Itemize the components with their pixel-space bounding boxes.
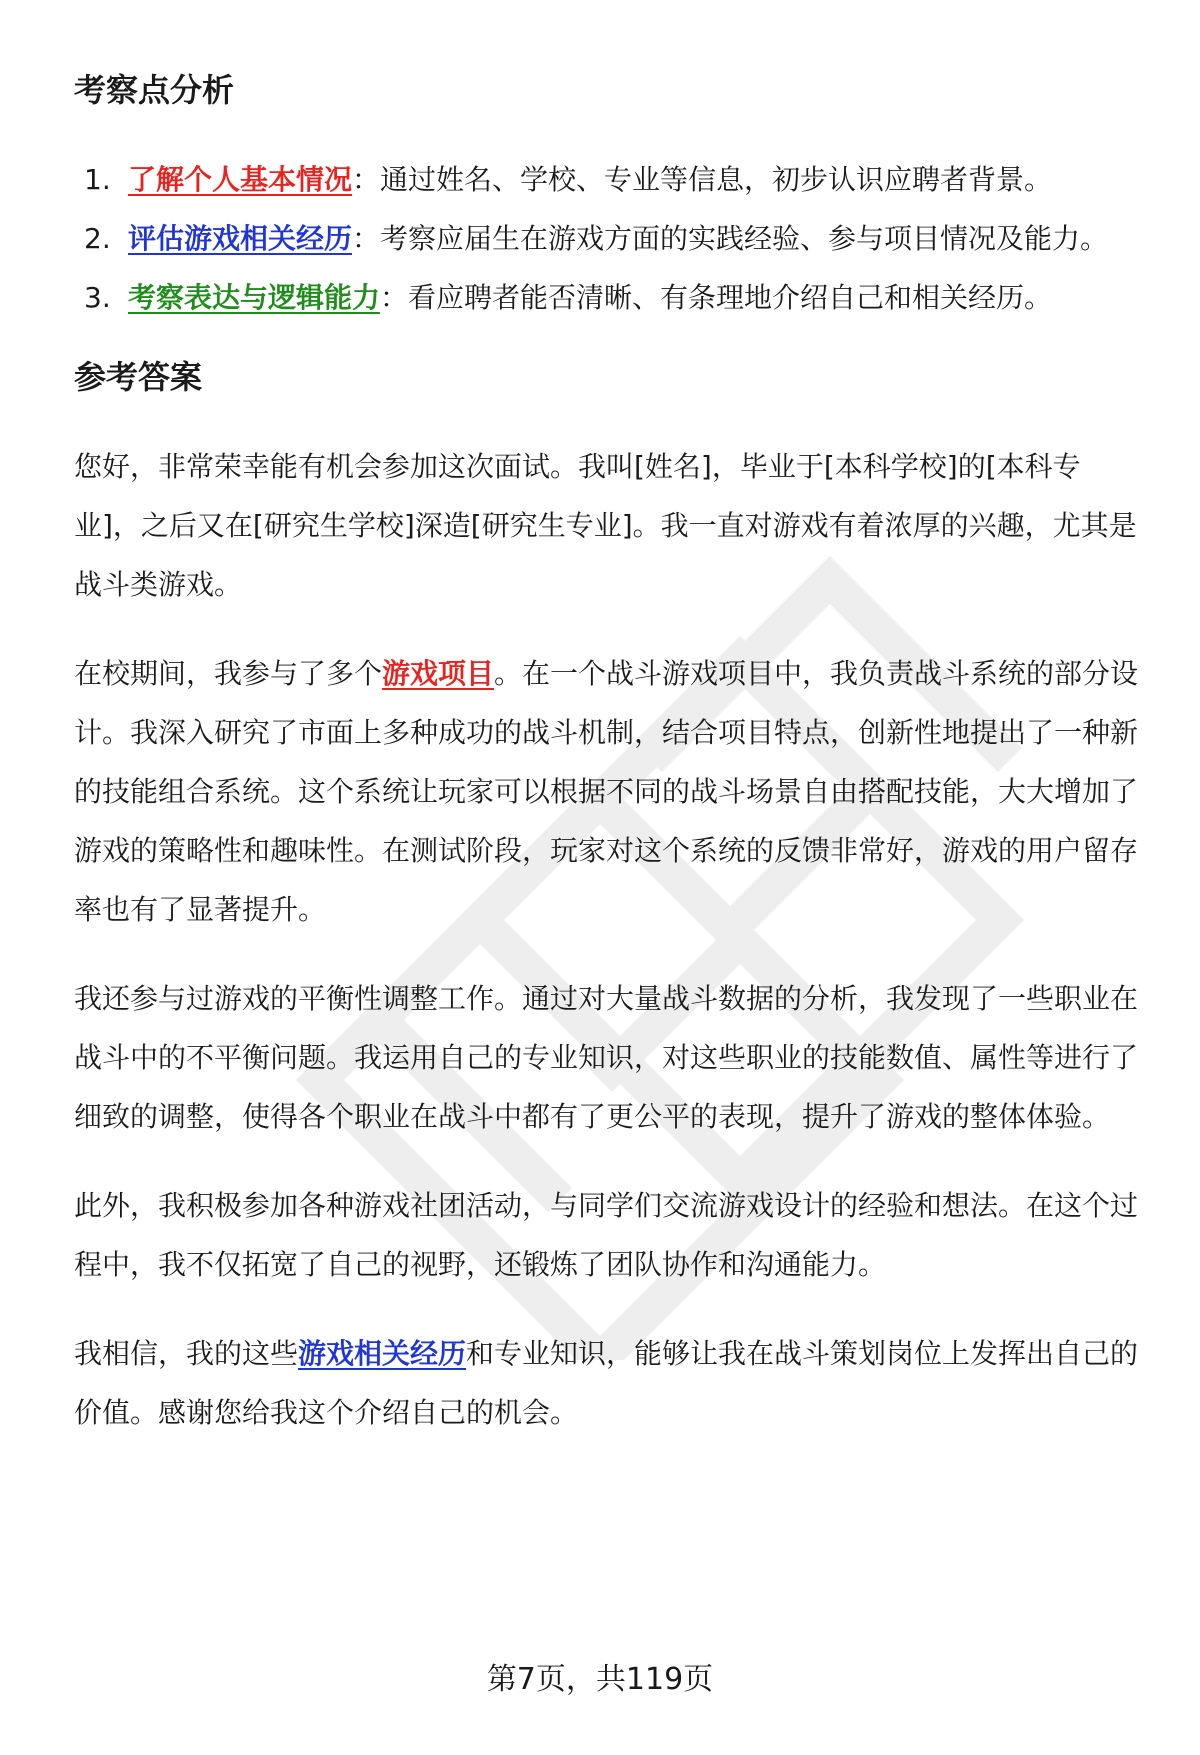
answer-heading: 参考答案 (74, 358, 203, 396)
list-item (74, 150, 1146, 209)
paragraph-text: 。在一个战斗游戏项目中，我负责战斗系统的部分设计。我深入研究了市面上多种成功的战斗机制，结合项目特点，创新性地提出了一种新的技能组合系统。这个系统让玩家可以根据不同的战斗场景自由搭配技能，大大增加了游戏的策略性和趣味性。在测试阶段，玩家对这个系统的反馈非常好，游戏的用户留存率也有了显著提升。 (74, 657, 1139, 926)
list-number: 1. (84, 163, 111, 196)
answer-paragraph-clubs (74, 1176, 1146, 1294)
list-number: 2. (84, 222, 111, 255)
answer-paragraph-balance (74, 969, 1146, 1146)
keyword-link[interactable]: 游戏项目 (382, 657, 495, 690)
paragraph-text: 我相信，我的这些 (74, 1337, 299, 1370)
main-content (74, 60, 1146, 1472)
keyword-link[interactable]: 评估游戏相关经历 (128, 222, 353, 255)
list-item-text: ：通过姓名、学校、专业等信息，初步认识应聘者背景。 (352, 163, 1053, 196)
analysis-heading: 考察点分析 (74, 71, 235, 109)
keyword-link[interactable]: 考察表达与逻辑能力 (128, 281, 381, 314)
paragraph-text: 您好，非常荣幸能有机会参加这次面试。我叫[姓名]，毕业于[本科学校]的[本科专业]，之后又在[研究生学校]深造[研究生专业]。我一直对游戏有着浓厚的兴趣，尤其是战斗类游戏。 (74, 450, 1137, 601)
page-number: 第7页，共119页 (486, 1662, 714, 1697)
paragraph-text: 在校期间，我参与了多个 (74, 657, 383, 690)
paragraph-text: 我还参与过游戏的平衡性调整工作。通过对大量战斗数据的分析，我发现了一些职业在战斗中的不平衡问题。我运用自己的专业知识，对这些职业的技能数值、属性等进行了细致的调整，使得各个职业在战斗中都有了更公平的表现，提升了游戏的整体体验。 (74, 982, 1139, 1133)
paragraph-text: 此外，我积极参加各种游戏社团活动，与同学们交流游戏设计的经验和想法。在这个过程中，我不仅拓宽了自己的视野，还锻炼了团队协作和沟通能力。 (74, 1189, 1139, 1281)
list-item-text: ：看应聘者能否清晰、有条理地介绍自己和相关经历。 (380, 281, 1053, 314)
keyword-link[interactable]: 游戏相关经历 (298, 1337, 467, 1370)
paragraph-text: 和专业知识，能够让我在战斗策划岗位上发挥出自己的价值。感谢您给我这个介绍自己的机会。 (74, 1337, 1139, 1429)
answer-paragraph-projects (74, 644, 1146, 939)
analysis-list (74, 150, 1146, 327)
list-item (74, 268, 1146, 327)
answer-paragraph-closing (74, 1324, 1146, 1442)
list-item-text: ：考察应届生在游戏方面的实践经验、参与项目情况及能力。 (352, 222, 1109, 255)
list-item (74, 209, 1146, 268)
list-number: 3. (84, 281, 111, 314)
answer-paragraph-intro (74, 437, 1146, 614)
keyword-link[interactable]: 了解个人基本情况 (128, 163, 353, 196)
